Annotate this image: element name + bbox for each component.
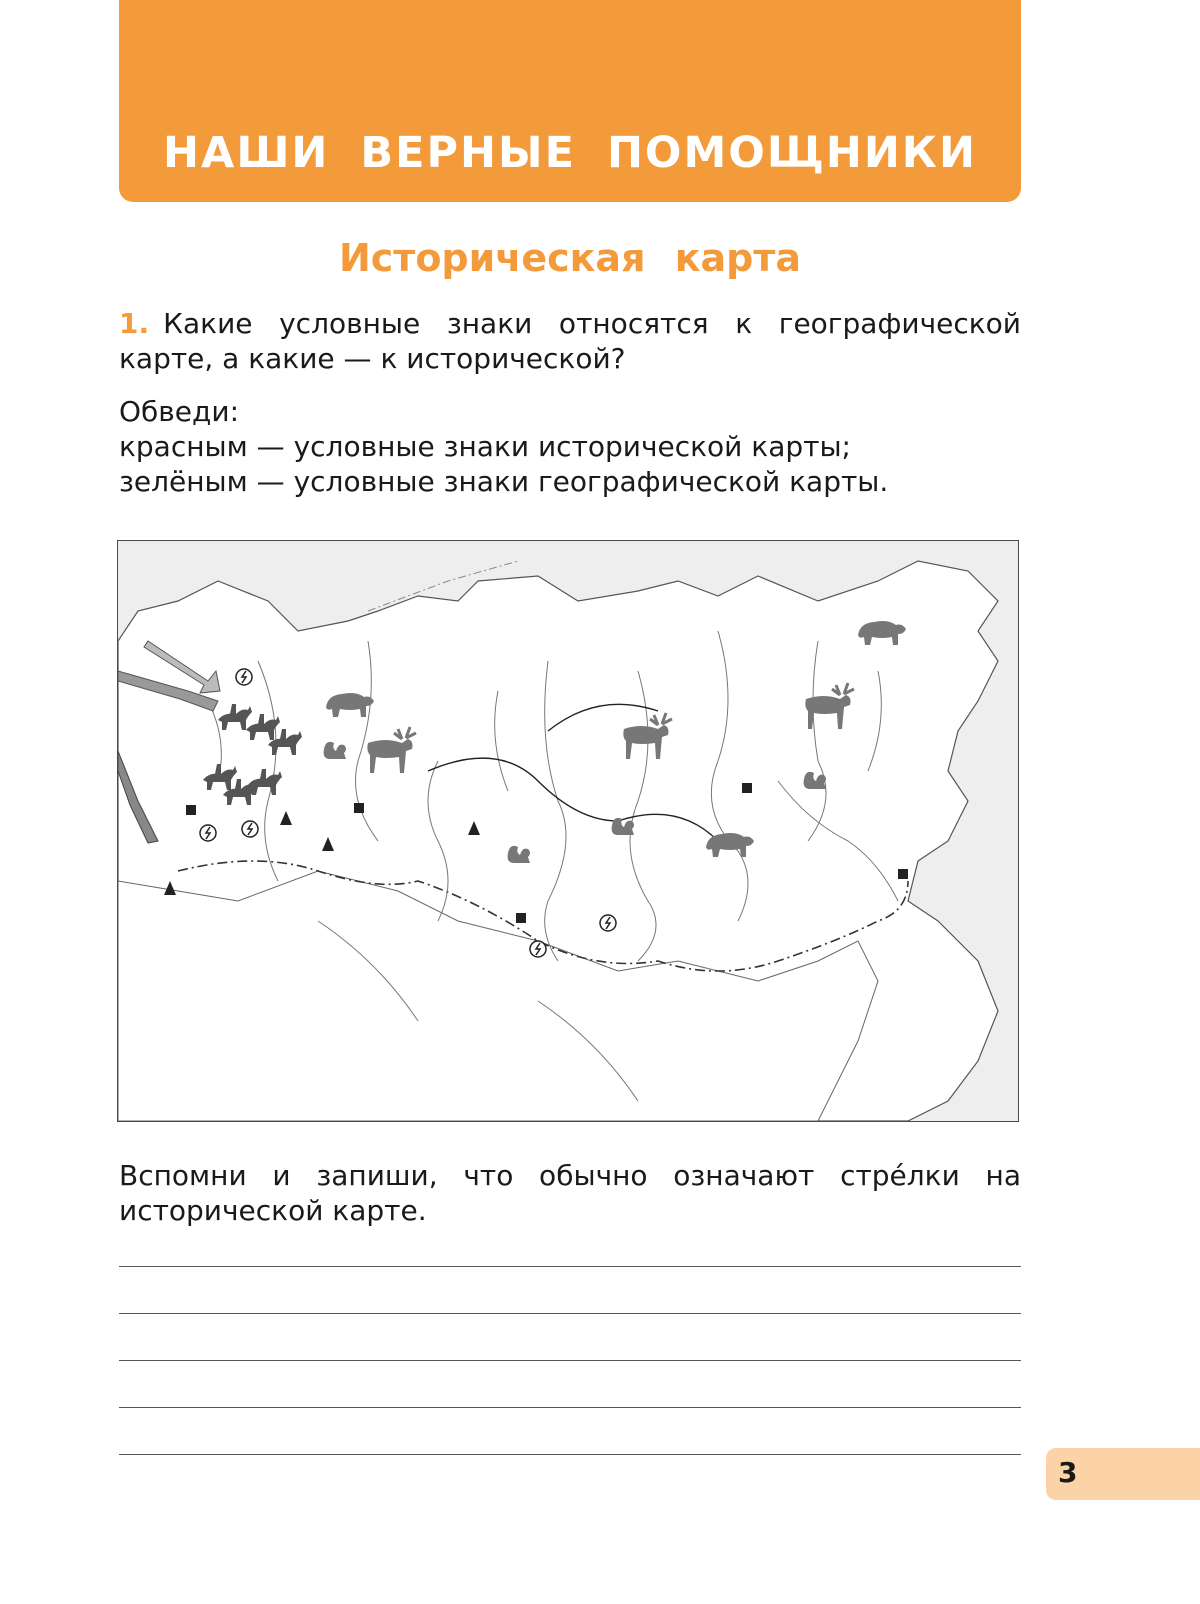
answer-line[interactable] xyxy=(119,1454,1021,1455)
task-number: 1. xyxy=(119,307,150,340)
task-1 xyxy=(119,306,1021,376)
chapter-banner xyxy=(119,0,1021,202)
answer-line[interactable] xyxy=(119,1313,1021,1314)
answer-line[interactable] xyxy=(119,1407,1021,1408)
page-tab xyxy=(1046,1448,1200,1500)
task-question: Какие условные знаки относятся к географической карте, а какие — к исторической? xyxy=(119,307,1021,375)
instruction-red: красным — условные знаки исторической карты; xyxy=(119,430,851,463)
map-drawing xyxy=(118,541,1018,1121)
square-marker-icon xyxy=(186,805,196,815)
page-number: 3 xyxy=(1058,1456,1078,1489)
task-instruction xyxy=(119,394,1021,499)
answer-line[interactable] xyxy=(119,1266,1021,1267)
section-title: Историческая карта xyxy=(338,236,802,280)
instruction-green: зелёным — условные знаки географической карты. xyxy=(119,465,889,498)
instruction-title: Обведи: xyxy=(119,395,240,428)
power-plant-icon xyxy=(236,669,252,685)
outline-map-russia xyxy=(117,540,1019,1122)
question-arrows: Вспомни и запиши, что обычно означают стре́лки на исторической карте. xyxy=(119,1159,1021,1227)
chapter-title: НАШИ ВЕРНЫЕ ПОМОЩНИКИ xyxy=(163,128,977,178)
answer-line[interactable] xyxy=(119,1360,1021,1361)
